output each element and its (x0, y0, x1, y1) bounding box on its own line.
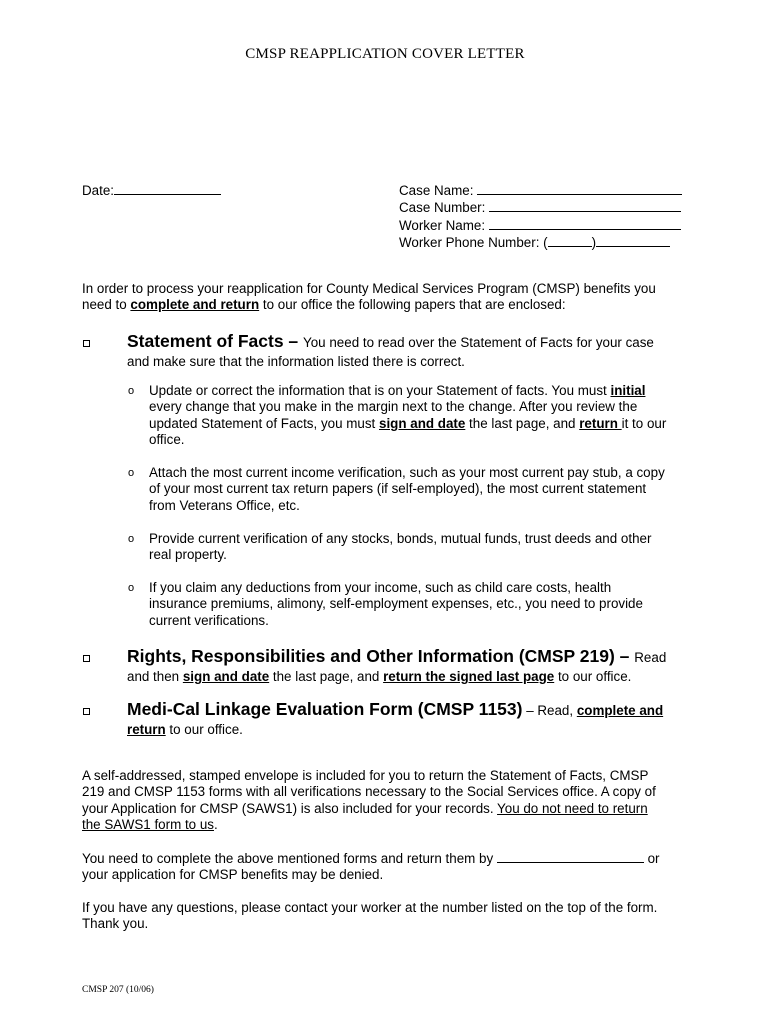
rights-text: to our office. (554, 669, 632, 684)
case-name-label: Case Name: (399, 183, 474, 198)
env-line-2: 219 and CMSP 1153 forms with all verifications necessary to the Social Services office. A copy of (82, 784, 656, 800)
worker-phone-field (399, 234, 682, 251)
sub-item-deductions (149, 580, 643, 629)
medi-line-1 (127, 698, 663, 722)
sof-line-1 (127, 330, 654, 354)
sub1-text: updated Statement of Facts, you must (149, 415, 379, 431)
worker-phone-close: ) (591, 235, 597, 251)
envelope-paragraph (82, 768, 656, 834)
sub2-line-1: Attach the most current income verification, such as your most current pay stub, a copy (149, 465, 665, 480)
case-number-label: Case Number: (399, 200, 486, 216)
env-line-3 (82, 801, 656, 817)
case-number-field (399, 199, 682, 216)
rights-text: Read (634, 650, 667, 665)
intro-emphasis: complete and return (130, 297, 260, 313)
statement-of-facts-item (127, 330, 654, 370)
need-line-1 (82, 850, 660, 867)
sub4-line-1: If you claim any deductions from your income, such as child care costs, health (149, 580, 612, 595)
phone-number-blank (596, 234, 670, 247)
need-text: You need to complete the above mentioned forms and return them by (82, 851, 497, 866)
circle-bullet-icon: o (128, 385, 135, 397)
area-code-blank (548, 234, 592, 247)
sub1-text: it to our (621, 415, 667, 431)
sub1-emphasis: sign and date (379, 415, 466, 431)
sub1-emphasis: initial (610, 383, 646, 398)
sub4-line-3: current verifications. (149, 612, 269, 628)
env-underlined: You do not need to return (497, 800, 648, 816)
rights-line-2 (127, 669, 666, 685)
rights-item (127, 645, 666, 685)
worker-phone-label: Worker Phone Number: ( (399, 235, 548, 251)
sub1-line-4: office. (149, 432, 185, 448)
form-number-footer: CMSP 207 (10/06) (82, 985, 154, 995)
date-blank (114, 182, 221, 195)
sub1-text: Update or correct the information that is on your Statement of facts. You must (149, 383, 611, 398)
env-text: . (213, 817, 218, 833)
sub-item-assets (149, 531, 651, 564)
medi-text: to our office. (165, 722, 243, 737)
sub3-line-1: Provide current verification of any stocks, bonds, mutual funds, trust deeds and other (149, 531, 652, 546)
medi-emphasis: complete and (576, 703, 664, 718)
questions-line-1: If you have any questions, please contact your worker at the number listed on the top of the form. (82, 900, 658, 915)
env-text: your Application for CMSP (SAWS1) is also included for your records. (82, 800, 498, 816)
date-field (82, 182, 221, 199)
checkbox-bullet-icon (83, 655, 90, 662)
sub-item-update (149, 383, 666, 449)
sof-line-2: and make sure that the information listed there is correct. (127, 354, 465, 369)
circle-bullet-icon: o (128, 533, 135, 545)
sof-heading: Statement of Facts – (127, 331, 304, 351)
sub4-line-2: insurance premiums, alimony, self-employment expenses, etc., you need to provide (149, 596, 643, 612)
env-underlined: the SAWS1 form to us (82, 817, 214, 833)
sub2-line-2: of your most current tax return papers (if self-employed), the most current statement (149, 481, 647, 497)
rights-emphasis: return the signed last page (383, 669, 555, 684)
worker-name-blank (489, 217, 681, 230)
sub1-text: the last page, and (465, 415, 580, 431)
questions-line-2: Thank you. (82, 916, 149, 932)
checkbox-bullet-icon (83, 708, 90, 715)
medi-cal-item (127, 698, 663, 738)
sub1-emphasis: return (579, 415, 622, 431)
deadline-blank (497, 850, 644, 863)
need-text: or (643, 851, 660, 866)
medi-emphasis: return (127, 722, 166, 737)
case-name-blank (477, 182, 682, 195)
medi-heading: Medi-Cal Linkage Evaluation Form (CMSP 1153) (127, 699, 523, 719)
rights-heading: Rights, Responsibilities and Other Information (CMSP 219) – (127, 646, 635, 666)
rights-text: and then (127, 669, 183, 684)
intro-line-1: In order to process your reapplication for County Medical Services Program (CMSP) benefits you (82, 281, 656, 296)
env-line-4 (82, 817, 656, 833)
sub1-line-3 (149, 416, 666, 432)
intro-text: to our office the following papers that are enclosed: (259, 297, 566, 313)
sof-text: You need to read over the Statement of Facts for your case (303, 335, 654, 350)
case-number-blank (489, 199, 681, 212)
intro-line-2 (82, 297, 656, 313)
medi-text: – Read, (522, 703, 577, 718)
deadline-paragraph (82, 850, 660, 884)
rights-emphasis: sign and date (182, 669, 270, 684)
questions-paragraph (82, 900, 657, 933)
need-line-2: your application for CMSP benefits may be denied. (82, 867, 384, 883)
case-name-field (399, 182, 682, 199)
case-info-block (399, 182, 682, 252)
rights-text: the last page, and (269, 669, 384, 684)
intro-text: need to (82, 297, 131, 313)
medi-line-2 (127, 722, 663, 738)
date-label: Date: (82, 183, 115, 198)
sub-item-income (149, 465, 665, 514)
worker-name-field (399, 217, 682, 234)
circle-bullet-icon: o (128, 467, 135, 479)
circle-bullet-icon: o (128, 582, 135, 594)
worker-name-label: Worker Name: (399, 217, 486, 233)
sub1-line-2: every change that you make in the margin next to the change. After you review the (149, 399, 638, 415)
intro-paragraph (82, 281, 656, 314)
rights-line-1 (127, 645, 666, 669)
sub2-line-3: from Veterans Office, etc. (149, 497, 300, 513)
sub1-line-1 (149, 383, 666, 399)
env-line-1: A self-addressed, stamped envelope is included for you to return the Statement of Facts, CMSP (82, 768, 649, 783)
sub3-line-2: real property. (149, 547, 227, 563)
checkbox-bullet-icon (83, 340, 90, 347)
page-title: CMSP REAPPLICATION COVER LETTER (245, 46, 525, 62)
